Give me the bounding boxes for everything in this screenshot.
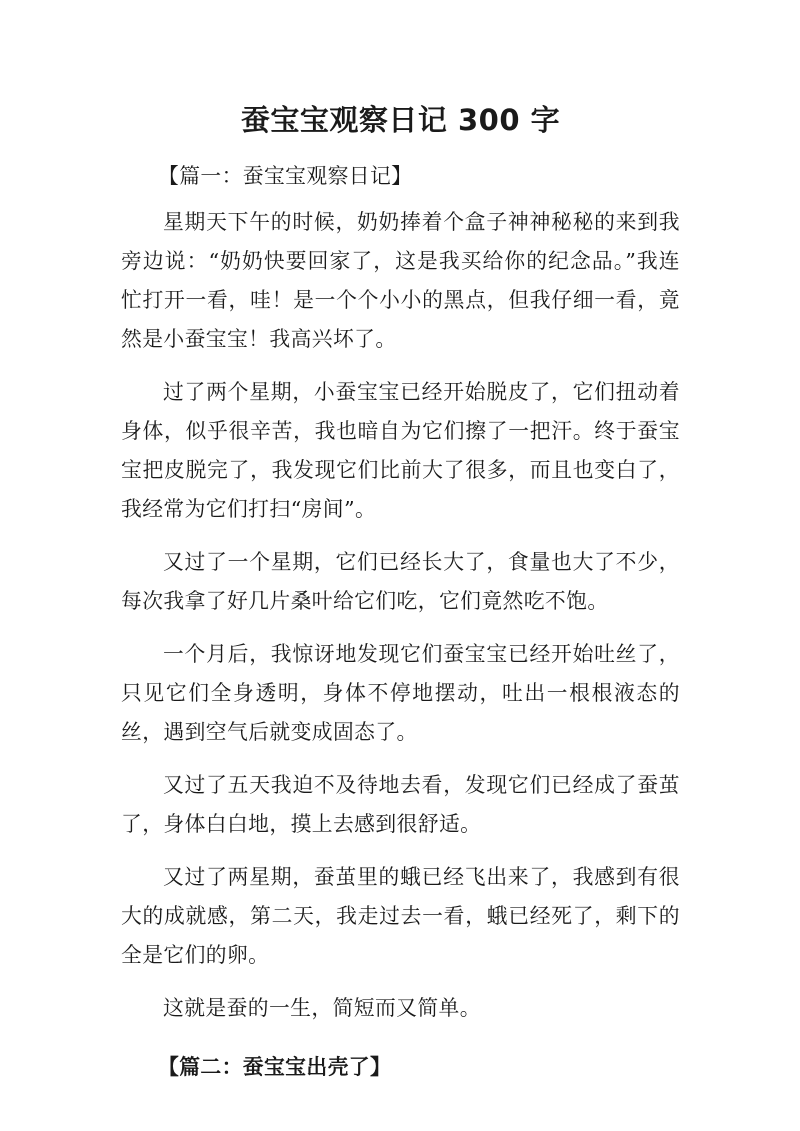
document-title: 蚕宝宝观察日记 300 字 bbox=[240, 103, 561, 137]
section-heading-1: 【篇一：蚕宝宝观察日记】 bbox=[158, 164, 413, 188]
paragraph-5: 又过了五天我迫不及待地去看，发现它们已经成了蚕茧了，身体白白地，摸上去感到很舒适。 bbox=[121, 773, 680, 836]
section-heading-2: 【篇二：蚕宝宝出壳了】 bbox=[158, 1054, 392, 1079]
paragraph-4: 一个月后，我惊讶地发现它们蚕宝宝已经开始吐丝了，只见它们全身透明，身体不停地摆动，吐出一根根液态的丝，遇到空气后就变成固态了。 bbox=[121, 642, 680, 744]
paragraph-7: 这就是蚕的一生，简短而又简单。 bbox=[163, 996, 481, 1020]
paragraph-6: 又过了两星期，蚕茧里的蛾已经飞出来了，我感到有很大的成就感，第二天，我走过去一看，蛾已经死了，剩下的全是它们的卵。 bbox=[121, 865, 680, 967]
paragraph-3: 又过了一个星期，它们已经长大了，食量也大了不少，每次我拿了好几片桑叶给它们吃，它们竟然吃不饱。 bbox=[121, 550, 680, 613]
paragraph-2: 过了两个星期，小蚕宝宝已经开始脱皮了，它们扭动着身体，似乎很辛苦，我也暗自为它们擦了一把汗。终于蚕宝宝把皮脱完了，我发现它们比前大了很多，而且也变白了，我经常为它们打扫“房间”。 bbox=[121, 380, 680, 521]
paragraph-1: 星期天下午的时候，奶奶捧着个盒子神神秘秘的来到我旁边说：“奶奶快要回家了，这是我买给你的纪念品。”我连忙打开一看，哇！是一个个小小的黑点，但我仔细一看，竟然是小蚕宝宝！我高兴坏了。 bbox=[121, 210, 680, 351]
